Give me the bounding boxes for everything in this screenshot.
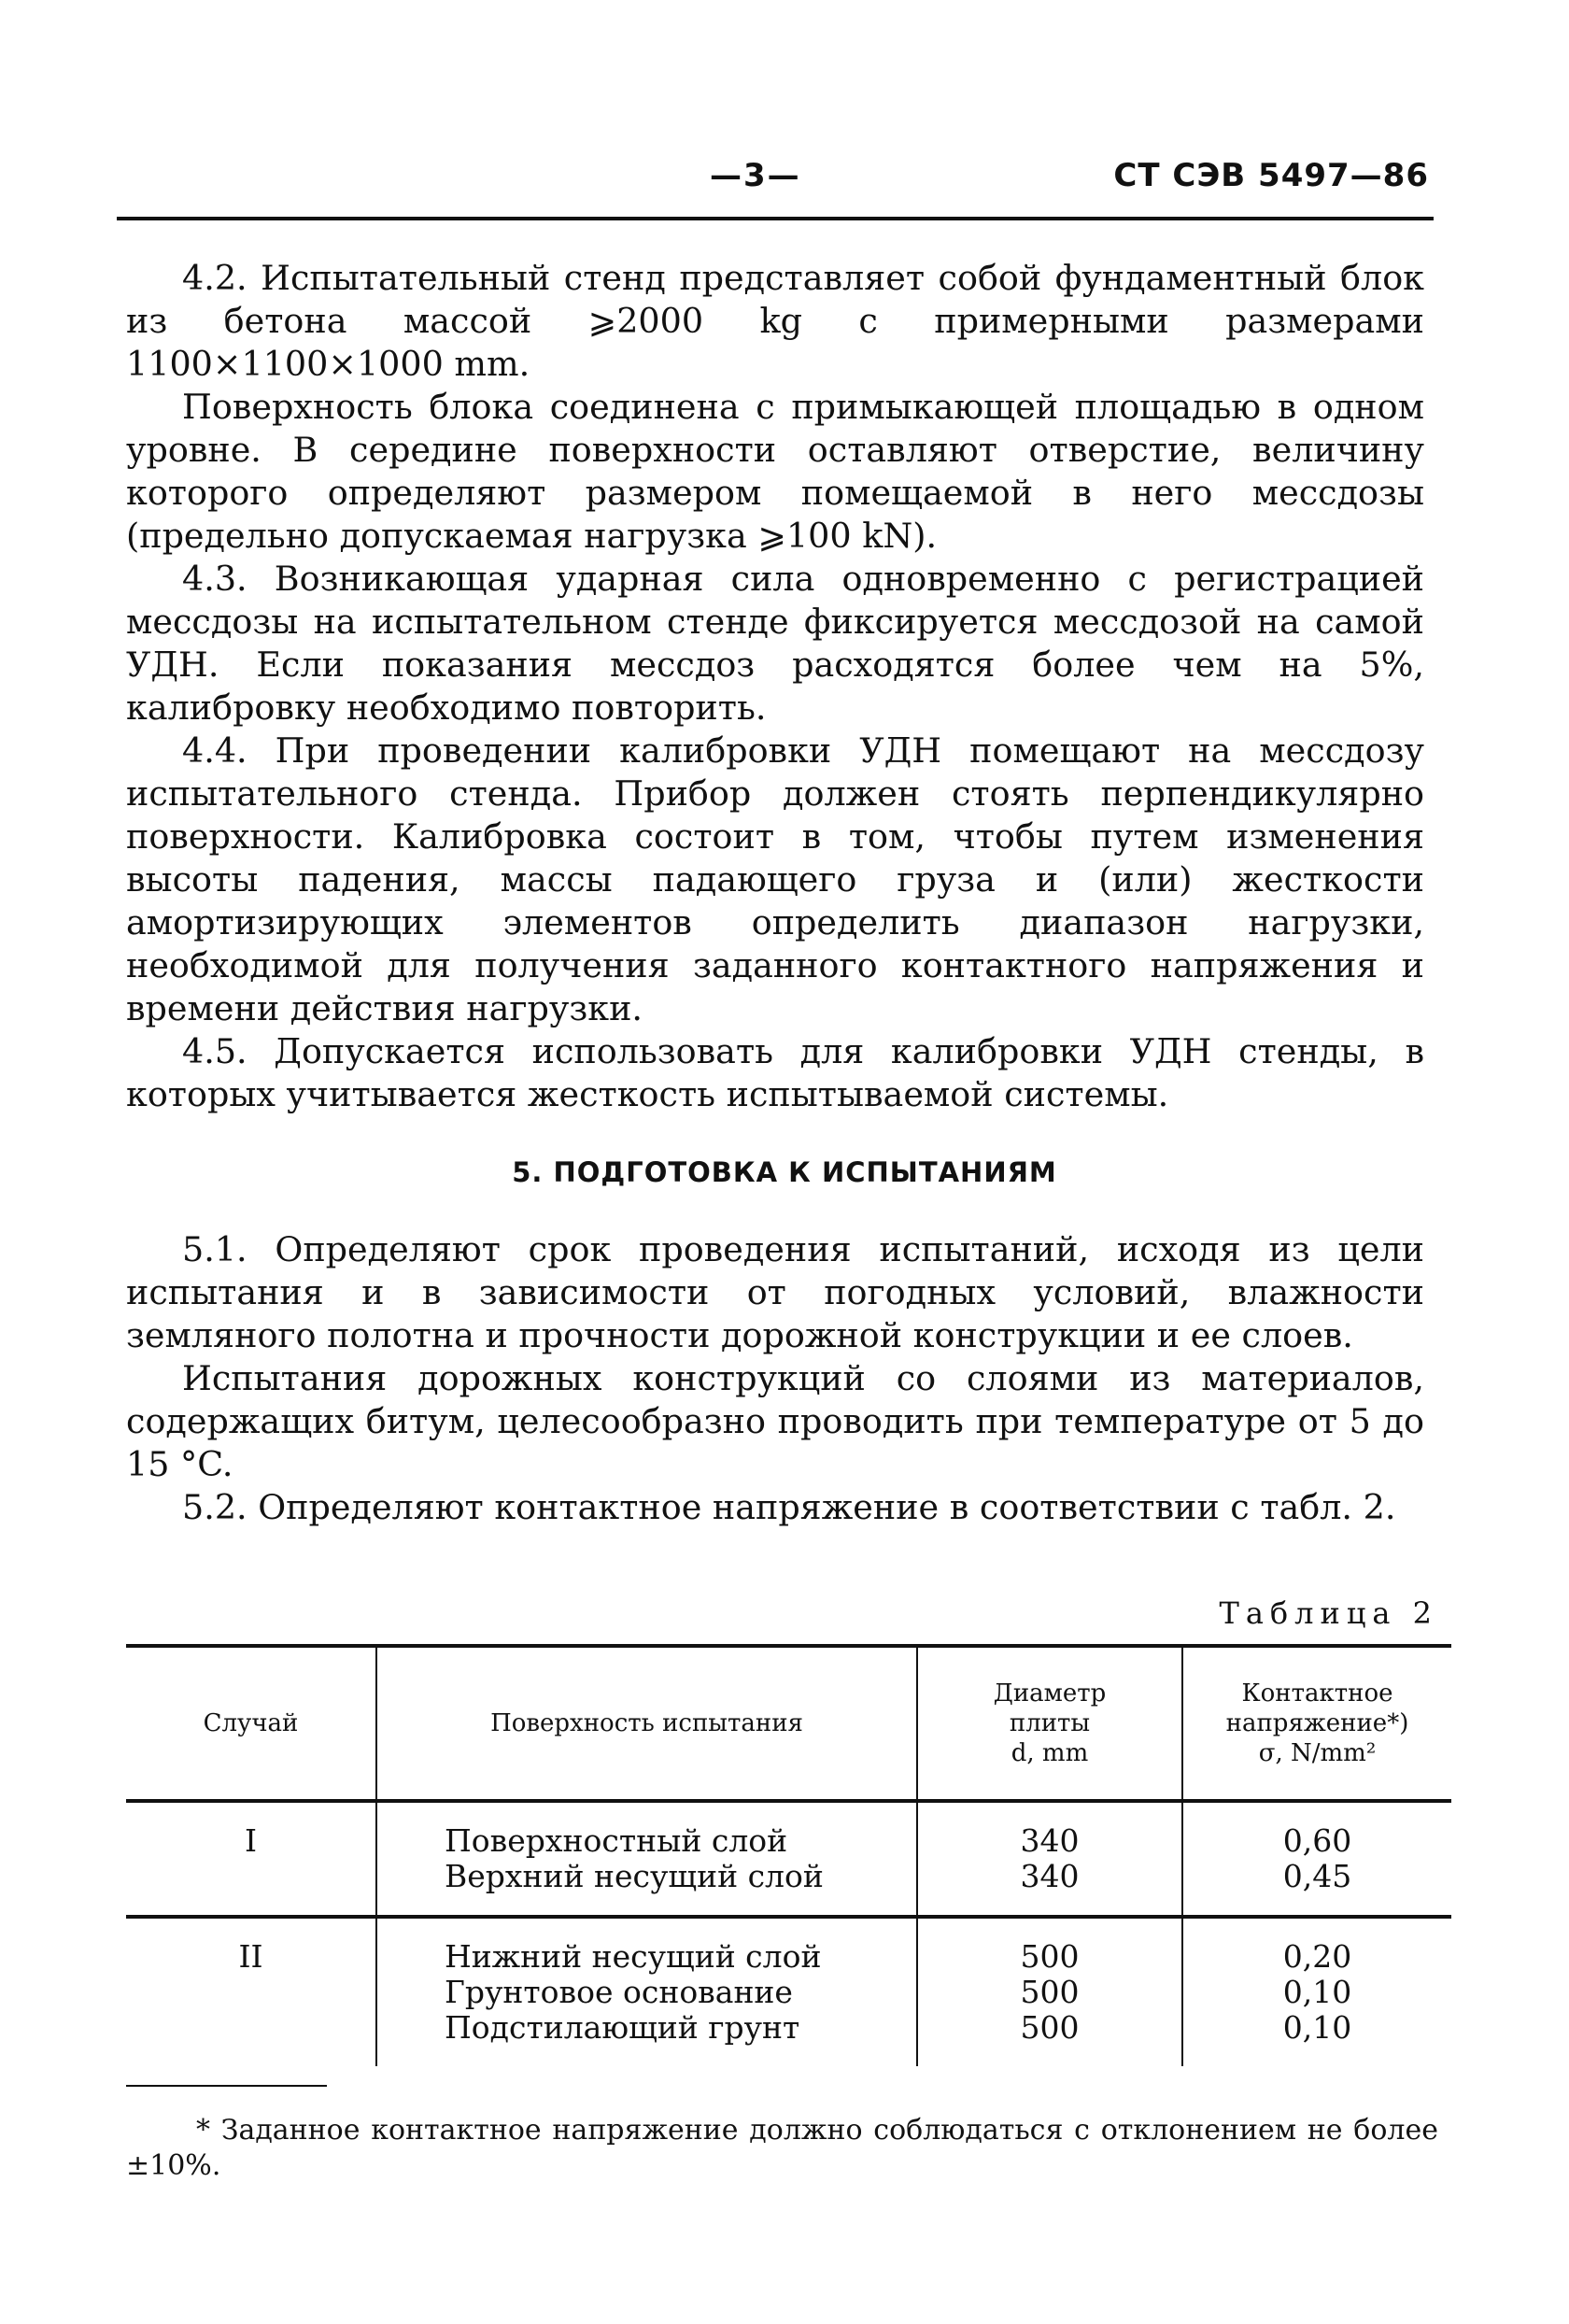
surface-value: Верхний несущий слой: [445, 1858, 824, 1894]
table-2: [126, 1644, 1438, 2066]
header-diameter-line2: плиты: [1009, 1709, 1091, 1737]
diameter-value: 500: [1020, 2009, 1080, 2046]
surface-value: Подстилающий грунт: [445, 2009, 800, 2046]
paragraph-4-3: 4.3. Возникающая ударная сила одновременно с регистрацией мессдозы на испытательном стенде фиксируется мессдозой на самой УДН. Если показания мессдоз расходятся более чем на 5%, калибровку необходимо повторить.: [126, 559, 1424, 728]
header-stress-line1: Контактное: [1241, 1679, 1393, 1708]
header-stress: [1182, 1646, 1451, 1801]
diameter-value: 340: [1020, 1822, 1080, 1859]
footnote-rule: [126, 2085, 327, 2087]
diameter-cell: [917, 1917, 1182, 2066]
stress-cell: [1182, 1801, 1451, 1917]
header-diameter-line3: d, mm: [1011, 1739, 1089, 1767]
stress-value: 0,20: [1282, 1938, 1352, 1975]
table-caption: Таблица 2: [1219, 1595, 1438, 1631]
footnote: * Заданное контактное напряжение должно соблюдаться с отклонением не более ±10%.: [126, 2114, 1438, 2182]
case-cell: I: [126, 1801, 376, 1917]
header-diameter-line1: Диаметр: [993, 1679, 1107, 1708]
header-surface: Поверхность испытания: [376, 1646, 917, 1801]
diameter-value: 340: [1020, 1858, 1080, 1894]
header-diameter: [917, 1646, 1182, 1801]
surface-value: Поверхностный слой: [445, 1822, 788, 1859]
diameter-value: 500: [1020, 1974, 1080, 2010]
standard-code: СТ СЭВ 5497—86: [1113, 157, 1429, 194]
table-header-row: [126, 1646, 1451, 1801]
header-stress-line3: σ, N/mm²: [1258, 1739, 1377, 1767]
body-text-top: [126, 257, 1424, 1116]
stress-value: 0,10: [1282, 2009, 1352, 2046]
header-case: Случай: [126, 1646, 376, 1801]
stress-value: 0,10: [1282, 1974, 1352, 2010]
table-row: [126, 1801, 1451, 1917]
table-row: [126, 1917, 1451, 2066]
surface-value: Нижний несущий слой: [445, 1938, 822, 1975]
paragraph-4-4: 4.4. При проведении калибровки УДН помещают на мессдозу испытательного стенда. Прибор должен стоять перпендикулярно поверхности. Калибровка состоит в том, чтобы путем изменения высоты падения, массы падающего груза и (или) жесткости амортизирующих элементов определить диапазон нагрузки, необходимой для получения заданного контактного напряжения и времени действия нагрузки.: [126, 730, 1424, 1028]
body-text-bottom: [126, 1228, 1424, 1529]
header-stress-line2: напряжение*): [1225, 1709, 1409, 1737]
page-number: —3—: [710, 157, 801, 194]
header-rule: [117, 217, 1434, 220]
stress-value: 0,45: [1282, 1858, 1352, 1894]
surface-cell: [376, 1917, 917, 2066]
diameter-value: 500: [1020, 1938, 1080, 1975]
case-cell: II: [238, 1938, 263, 1975]
surface-cell: [376, 1801, 917, 1917]
paragraph-5-1-continued: Испытания дорожных конструкций со слоями из материалов, содержащих битум, целесообразно проводить при температуре от 5 до 15 °C.: [126, 1358, 1424, 1484]
paragraph-4-2-continued: Поверхность блока соединена с примыкающей площадью в одном уровне. В середине поверхности оставляют отверстие, величину которого определяют размером помещаемой в него мессдозы (предельно допускаемая нагрузка ⩾100 kN).: [126, 387, 1424, 556]
stress-cell: [1182, 1917, 1451, 2066]
stress-value: 0,60: [1282, 1822, 1352, 1859]
paragraph-4-2: 4.2. Испытательный стенд представляет собой фундаментный блок из бетона массой ⩾2000 kg с примерными размерами 1100×1100×1000 mm.: [126, 258, 1424, 384]
paragraph-5-2: 5.2. Определяют контактное напряжение в соответствии с табл. 2.: [182, 1487, 1396, 1527]
paragraph-5-1: 5.1. Определяют срок проведения испытаний, исходя из цели испытания и в зависимости от погодных условий, влажности земляного полотна и прочности дорожной конструкции и ее слоев.: [126, 1229, 1424, 1355]
surface-value: Грунтовое основание: [445, 1974, 793, 2010]
page-header: [0, 157, 1569, 213]
contact-stress-table: [126, 1644, 1451, 2066]
section-heading: 5. ПОДГОТОВКА К ИСПЫТАНИЯМ: [512, 1156, 1057, 1188]
diameter-cell: [917, 1801, 1182, 1917]
paragraph-4-5: 4.5. Допускается использовать для калибровки УДН стенды, в которых учитывается жесткость испытываемой системы.: [126, 1031, 1424, 1114]
